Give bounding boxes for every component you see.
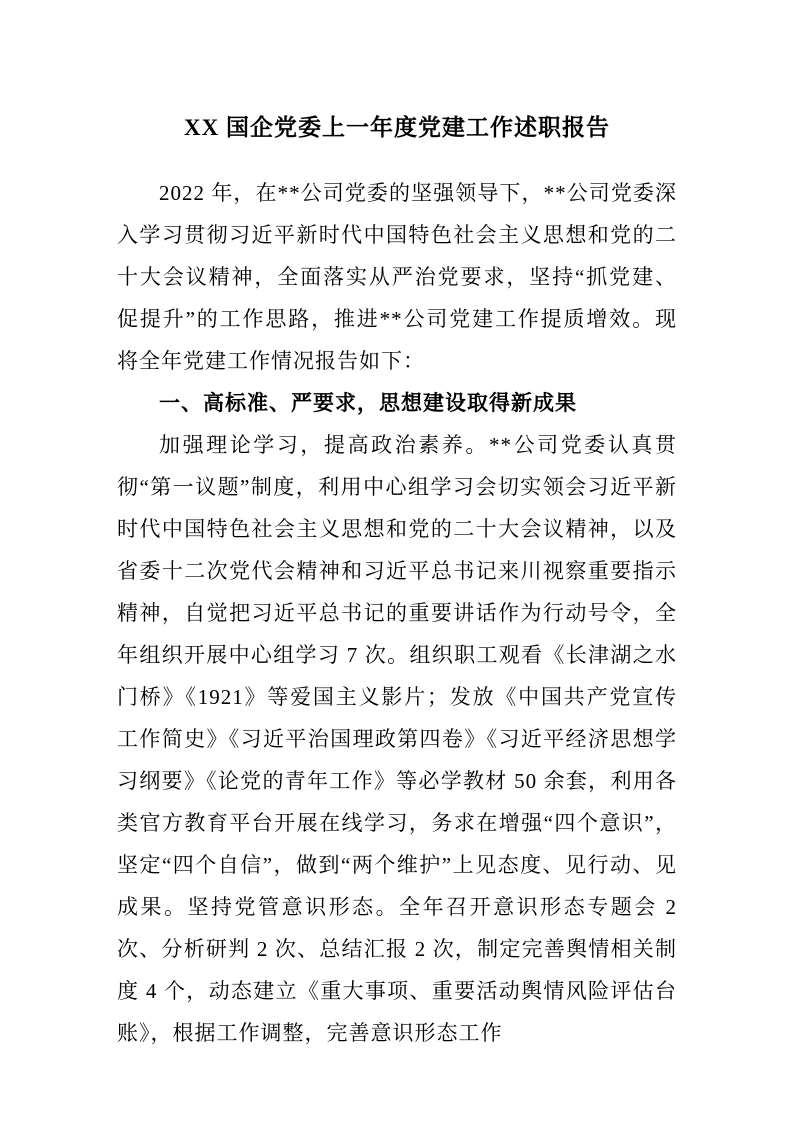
section-1-paragraph: 加强理论学习，提高政治素养。**公司党委认真贯彻“第一议题”制度，利用中心组学习会切实领会习近平新时代中国特色社会主义思想和党的二十大会议精神，以及省委十二次党代会精神和习近平总书记来川视察重要指示精神，自觉把习近平总书记的重要讲话作为行动号令，全年组织开展中心组学习 7 次。组织职工观看《长津湖之水门桥》《1921》等爱国主义影片；发放《中国共产党宣传工作简史》《习近平治国理政第四卷》《习近平经济思想学习纲要》《论党的青年工作》等必学教材 50 余套，利用各类官方教育平台开展在线学习，务求在增强“四个意识”，坚定“四个自信”，做到“两个维护”上见态度、见行动、见成果。坚持党管意识形态。全年召开意识形态专题会 2 次、分析研判 2 次、总结汇报 2 次，制定完善舆情相关制度 4 个，动态建立《重大事项、重要活动舆情风险评估台账》，根据工作调整，完善意识形态工作: [117, 433, 677, 1045]
section-1-heading: 一、高标准、严要求，思想建设取得新成果: [159, 391, 577, 415]
document-content: [117, 106, 677, 1054]
document-title: XX 国企党委上一年度党建工作述职报告: [184, 115, 610, 140]
intro-paragraph: 2022 年，在**公司党委的坚强领导下，**公司党委深入学习贯彻习近平新时代中国特色社会主义思想和党的二十大会议精神，全面落实从严治党要求，坚持“抓党建、促提升”的工作思路，推进**公司党建工作提质增效。现将全年党建工作情况报告如下：: [117, 181, 677, 373]
